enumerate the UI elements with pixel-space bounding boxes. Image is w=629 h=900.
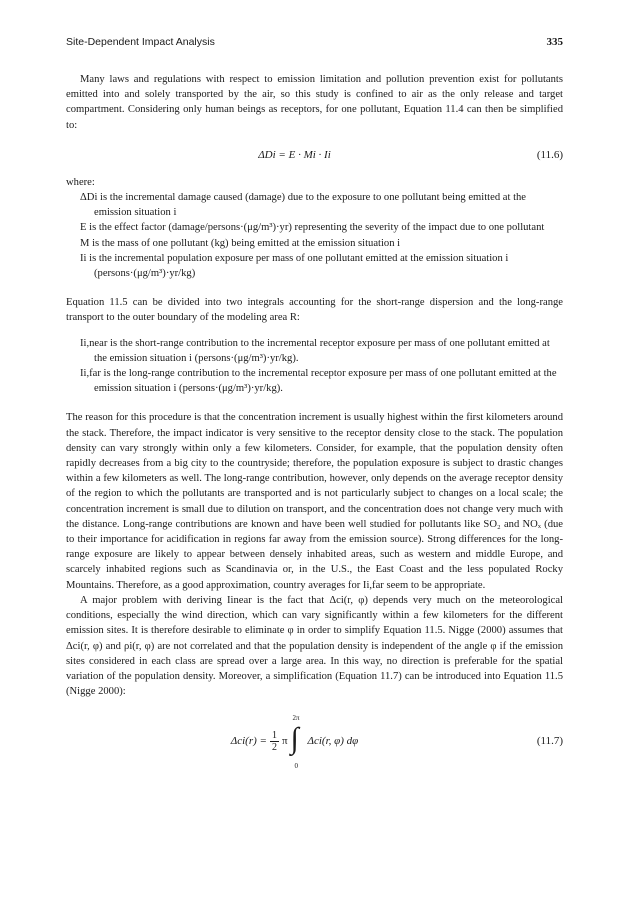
integrand: Δci(r, φ) dφ [307, 735, 359, 748]
fraction-denominator: 2 [271, 741, 277, 753]
integral-upper-limit: 2π [292, 714, 300, 723]
paragraph-problem: A major problem with deriving Iinear is the fact that Δci(r, φ) depends very much on the meteorological conditions, especially the wind direction, which can vary significantly within a few kilometers for the different emission sites. It is therefore desirable to eliminate φ in order to simplify Equation 11.5. Nigge (2000) assumes that Δci(r, φ) and ρi(r, φ) are not correlated and that the population density is independent of the angle φ if the emission sites considered in each class are spread over a large area. In this way, no direction is preferable for the spatial variation of the population density. Moreover, a simplification (Equation 11.7) can be introduced into Equation 11.5 (Nigge 2000): [66, 594, 563, 698]
paragraph-integrals: Equation 11.5 can be divided into two integrals accounting for the short-range dispersion and the long-range transport to the outer boundary of the modeling area R: [66, 297, 563, 324]
definition-item: Ii,near is the short-range contribution to the incremental receptor exposure per mass of one pollutant emitted at the emission situation i (persons·(μg/m³)·yr/kg). [80, 337, 550, 364]
page [66, 36, 563, 773]
paragraph-reason: The reason for this procedure is that the concentration increment is usually highest within the first kilometers around the stack. Therefore, the impact indicator is very sensitive to the receptor density close to the stack. The population density can vary strongly within only a few kilometers. Consider, for example, that the population density often rapidly decreases from a big city to the countryside; therefore, the population exposure is subject to drastic changes within a few kilometers as well. The long-range contribution, however, only depends on the average receptor density of the region to which the pollutants are transported and is not particularly subject to changes on a local scale; the concentration increment is small due to dilution on transport, and the concentration does not change very much with the distance. Long-range contributions are known and have been well studied for pollutants like SO₂ and NOₓ (due to their importance for acidification in regions far away from the emission source). Strong differences for the long-range exposure are likely to appear between densely inhabited areas, such as western and middle Europe, and scarcely inhabited regions such as Scandinavia or, in the U.S., the East Coast and the less populated Rocky Mountains. Therefore, as a good approximation, country averages for Ii,far seem to be appropriate. [66, 412, 563, 591]
equation-11-7-formula [66, 714, 523, 771]
definition-item: M is the mass of one pollutant (kg) being emitted at the emission situation i [80, 237, 401, 249]
integral-lower-limit: 0 [294, 762, 299, 771]
equation-11-6-number: (11.6) [536, 148, 563, 161]
equation-11-7 [66, 709, 563, 773]
definition-item: E is the effect factor (damage/persons·(μg/m³)·yr) representing the severity of the impact due to one pollutant [80, 222, 545, 234]
paragraph-intro: Many laws and regulations with respect to emission limitation and pollution prevention exist for pollutants emitted into and solely transported by the air, so this study is confined to air as the only release and target compartment. Considering only human beings as receptors, for one pollutant, Equation 11.4 can then be simplified to: [66, 74, 563, 131]
equation-11-7-number: (11.7) [536, 735, 563, 748]
equation-11-6 [66, 145, 563, 165]
pi-symbol: π [281, 735, 288, 748]
equation-11-7-lhs: Δci(r) = [230, 735, 267, 748]
fraction-numerator: 1 [271, 729, 277, 741]
definition-list-near-far [66, 336, 563, 397]
page-number: 335 [546, 36, 563, 48]
equation-11-6-formula: ΔDi = E · Mi · Ii [258, 148, 331, 161]
definition-item: ΔDi is the incremental damage caused (damage) due to the exposure to one pollutant being emitted at the emission situation i [80, 192, 527, 219]
where-label: where: [66, 176, 95, 188]
definition-list [66, 190, 563, 281]
integral-sign [290, 714, 305, 771]
integral-icon: ∫ [290, 722, 299, 756]
running-header [66, 36, 563, 58]
fraction [270, 730, 279, 753]
definition-item: Ii,far is the long-range contribution to the incremental receptor exposure per mass of one pollutant emitted at the emission situation i (persons·(μg/m³)·yr/kg). [80, 368, 557, 395]
running-title: Site-Dependent Impact Analysis [66, 36, 215, 48]
definition-item: Ii is the incremental population exposure per mass of one pollutant emitted at the emission situation i (persons·(μg/m³)·yr/kg) [80, 252, 509, 280]
